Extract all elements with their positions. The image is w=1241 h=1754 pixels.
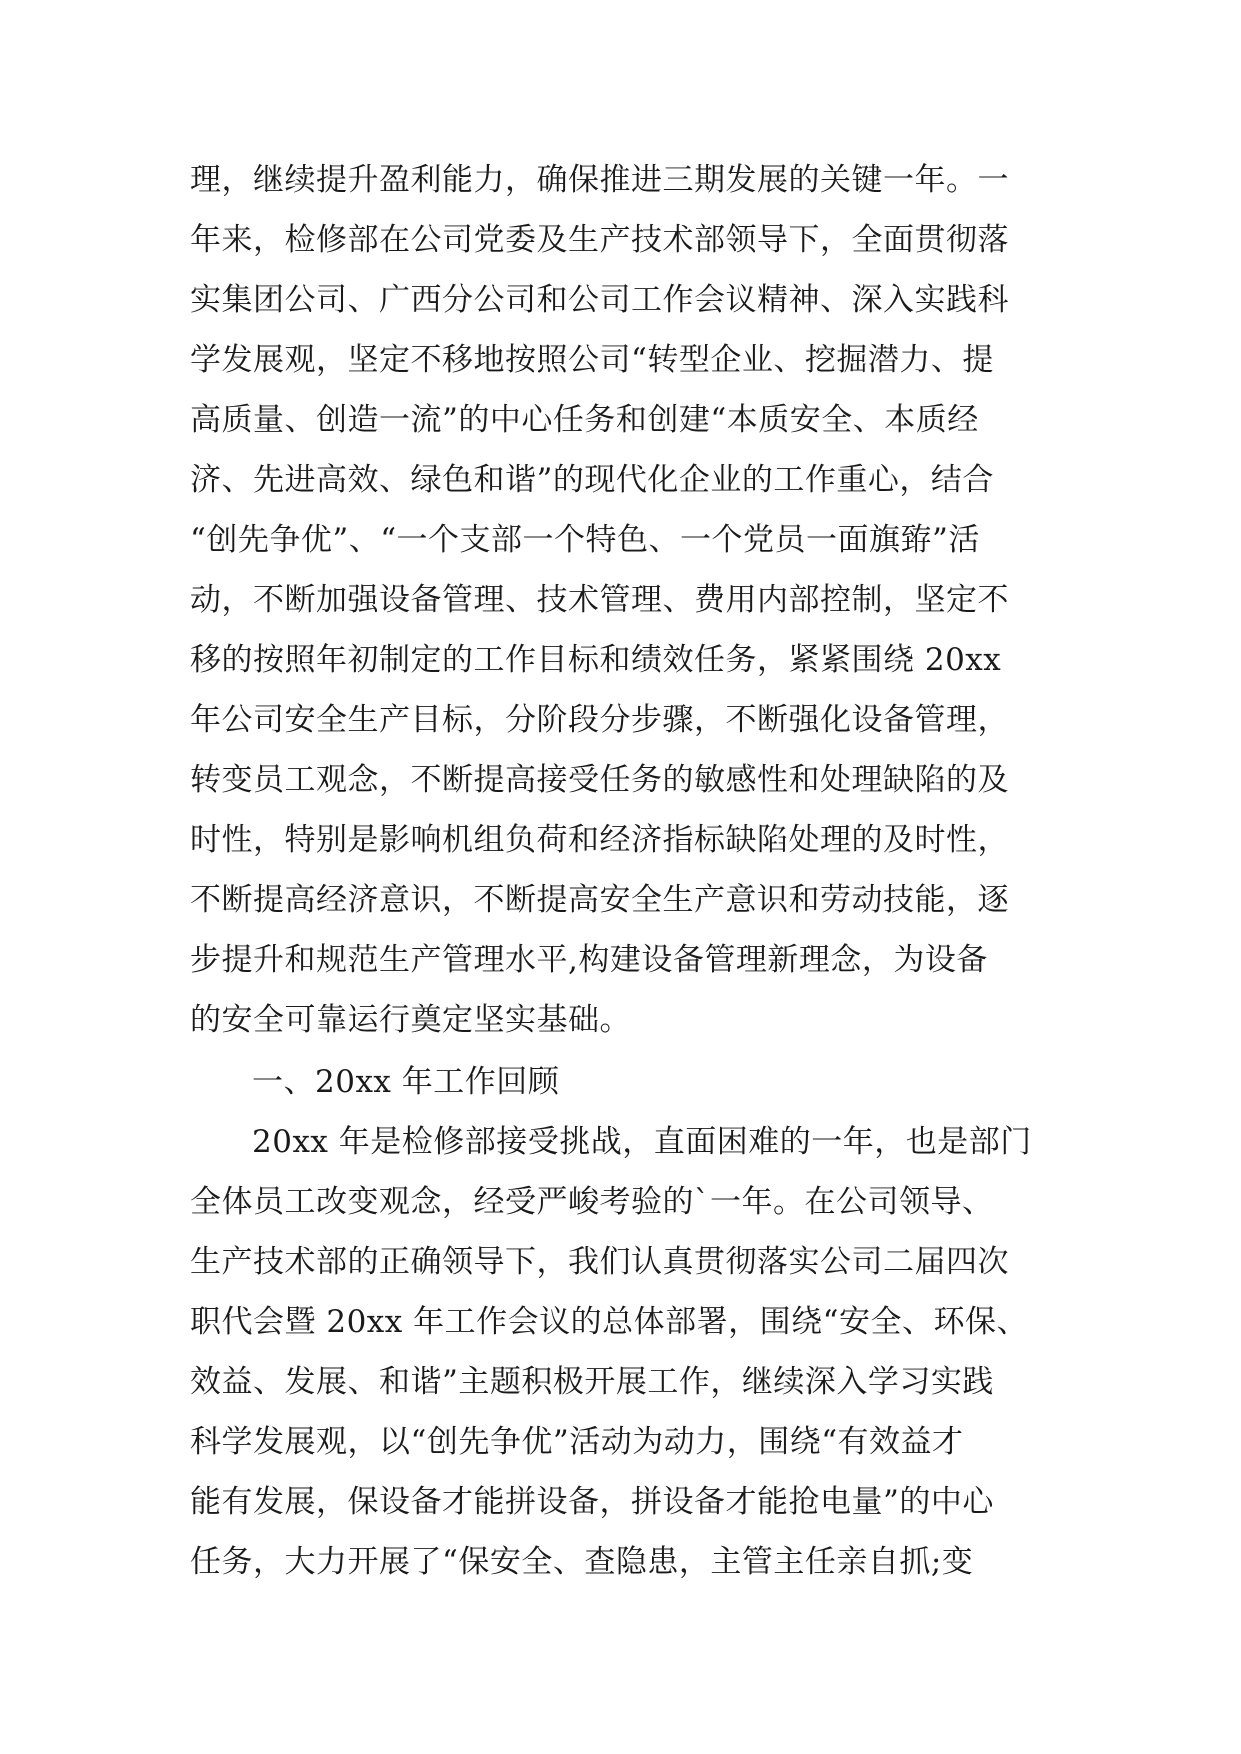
text-line: 济、先进高效、绿色和谐”的现代化企业的工作重心，结合 bbox=[190, 462, 994, 498]
text-line: 步提升和规范生产管理水平,构建设备管理新理念，为设备 bbox=[190, 942, 988, 978]
text-line: 不断提高经济意识，不断提高安全生产意识和劳动技能，逐 bbox=[190, 882, 1009, 918]
text-line: 职代会暨 20xx 年工作会议的总体部署，围绕“安全、环保、 bbox=[190, 1304, 1028, 1340]
text-line: 能有发展，保设备才能拼设备，拼设备才能抢电量”的中心 bbox=[190, 1484, 994, 1520]
text-line: 移的按照年初制定的工作目标和绩效任务，紧紧围绕 20xx bbox=[190, 642, 1002, 678]
text-line: 生产技术部的正确领导下，我们认真贯彻落实公司二届四次 bbox=[190, 1244, 1009, 1280]
text-line: 任务，大力开展了“保安全、查隐患，主管主任亲自抓;变 bbox=[190, 1544, 974, 1580]
text-line: 年公司安全生产目标，分阶段分步骤，不断强化设备管理， bbox=[190, 702, 1009, 738]
text-line: 效益、发展、和谐”主题积极开展工作，继续深入学习实践 bbox=[190, 1364, 994, 1400]
text-line: 时性，特别是影响机组负荷和经济指标缺陷处理的及时性， bbox=[190, 822, 1009, 858]
text-line: 20xx 年是检修部接受挑战，直面困难的一年，也是部门 bbox=[252, 1124, 1032, 1160]
text-line: 学发展观，坚定不移地按照公司“转型企业、挖掘潜力、提 bbox=[190, 342, 994, 378]
text-line: 年来，检修部在公司党委及生产技术部领导下，全面贯彻落 bbox=[190, 222, 1009, 258]
paragraph-2 bbox=[190, 1112, 1070, 1592]
text-line: 动，不断加强设备管理、技术管理、费用内部控制，坚定不 bbox=[190, 582, 1009, 618]
text-line: 的安全可靠运行奠定坚实基础。 bbox=[190, 1002, 631, 1038]
text-line: 全体员工改变观念，经受严峻考验的`一年。在公司领导、 bbox=[190, 1184, 994, 1220]
text-line: 高质量、创造一流”的中心任务和创建“本质安全、本质经 bbox=[190, 402, 979, 438]
text-line: 科学发展观，以“创先争优”活动为动力，围绕“有效益才 bbox=[190, 1424, 964, 1460]
text-line: “创先争优”、“一个支部一个特色、一个党员一面旗臶”活 bbox=[190, 522, 980, 558]
text-line: 理，继续提升盈利能力，确保推进三期发展的关键一年。一 bbox=[190, 162, 1009, 198]
document-body bbox=[190, 150, 1070, 1592]
text-line: 实集团公司、广西分公司和公司工作会议精神、深入实践科 bbox=[190, 282, 1009, 318]
section-heading: 一、20xx 年工作回顾 bbox=[252, 1064, 560, 1100]
text-line: 转变员工观念，不断提高接受任务的敏感性和处理缺陷的及 bbox=[190, 762, 1009, 798]
paragraph-1 bbox=[190, 150, 1070, 1050]
